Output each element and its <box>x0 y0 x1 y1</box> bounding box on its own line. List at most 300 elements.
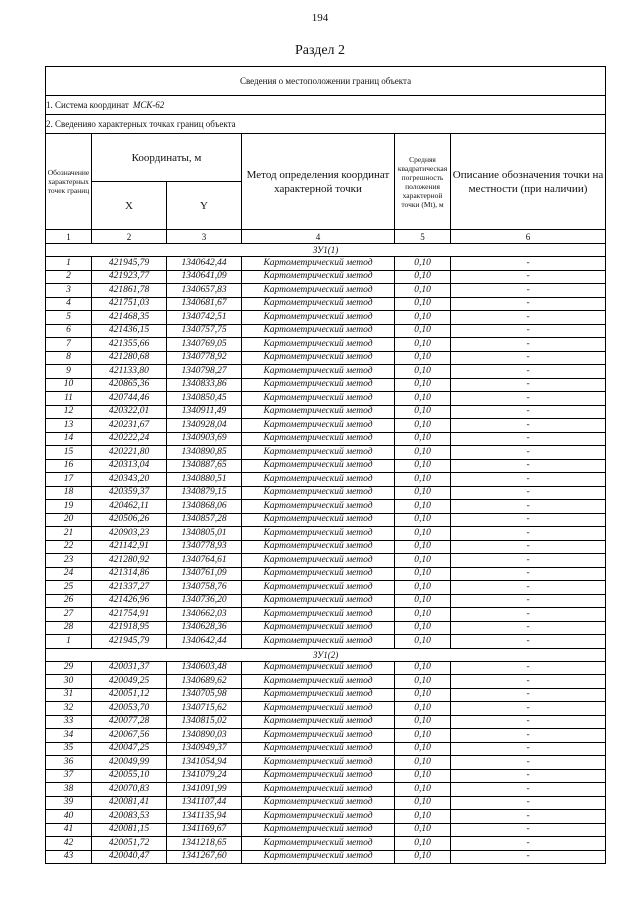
table-row <box>46 702 606 716</box>
accuracy-cell: 0,10 <box>395 742 451 756</box>
point-name-cell: 10 <box>46 378 92 392</box>
x-cell: 421861,78 <box>92 284 167 298</box>
group-name: ЗУ1(2) <box>46 648 606 661</box>
method-cell: Картометрический метод <box>242 257 395 271</box>
point-name-cell: 15 <box>46 446 92 460</box>
method-cell: Картометрический метод <box>242 459 395 473</box>
page-number: 194 <box>311 12 329 24</box>
x-cell: 421754,91 <box>92 608 167 622</box>
y-cell: 1340681,67 <box>167 297 242 311</box>
description-cell: - <box>451 378 606 392</box>
coord-system-label: 1. Система координат <box>46 100 129 110</box>
accuracy-cell: 0,10 <box>395 635 451 649</box>
method-cell: Картометрический метод <box>242 554 395 568</box>
y-cell: 1340890,03 <box>167 729 242 743</box>
method-cell: Картометрический метод <box>242 270 395 284</box>
accuracy-cell: 0,10 <box>395 338 451 352</box>
accuracy-cell: 0,10 <box>395 621 451 635</box>
point-name-cell: 16 <box>46 459 92 473</box>
x-cell: 421751,03 <box>92 297 167 311</box>
x-cell: 421468,35 <box>92 311 167 325</box>
column-number: 2 <box>92 230 167 244</box>
y-cell: 1340815,02 <box>167 715 242 729</box>
x-cell: 420506,26 <box>92 513 167 527</box>
table-row <box>46 796 606 810</box>
x-cell: 421945,79 <box>92 257 167 271</box>
point-name-cell: 38 <box>46 783 92 797</box>
header-method: Метод определения координат характерной точки <box>242 134 395 230</box>
description-cell: - <box>451 297 606 311</box>
method-cell: Картометрический метод <box>242 324 395 338</box>
point-name-cell: 36 <box>46 756 92 770</box>
point-name-cell: 27 <box>46 608 92 622</box>
table-row <box>46 311 606 325</box>
x-cell: 420313,04 <box>92 459 167 473</box>
accuracy-cell: 0,10 <box>395 311 451 325</box>
accuracy-cell: 0,10 <box>395 769 451 783</box>
y-cell: 1341091,99 <box>167 783 242 797</box>
header-x: X <box>92 182 167 230</box>
x-cell: 421280,68 <box>92 351 167 365</box>
method-cell: Картометрический метод <box>242 486 395 500</box>
y-cell: 1340642,44 <box>167 635 242 649</box>
description-cell: - <box>451 338 606 352</box>
x-cell: 420221,80 <box>92 446 167 460</box>
point-name-cell: 13 <box>46 419 92 433</box>
point-name-cell: 39 <box>46 796 92 810</box>
method-cell: Картометрический метод <box>242 729 395 743</box>
point-name-cell: 32 <box>46 702 92 716</box>
y-cell: 1341079,24 <box>167 769 242 783</box>
description-cell: - <box>451 635 606 649</box>
point-name-cell: 19 <box>46 500 92 514</box>
x-cell: 420903,23 <box>92 527 167 541</box>
point-name-cell: 26 <box>46 594 92 608</box>
description-cell: - <box>451 729 606 743</box>
y-cell: 1341218,65 <box>167 837 242 851</box>
x-cell: 420077,28 <box>92 715 167 729</box>
x-cell: 420067,56 <box>92 729 167 743</box>
description-cell: - <box>451 608 606 622</box>
accuracy-cell: 0,10 <box>395 594 451 608</box>
accuracy-cell: 0,10 <box>395 284 451 298</box>
y-cell: 1340778,92 <box>167 351 242 365</box>
x-cell: 420053,70 <box>92 702 167 716</box>
accuracy-cell: 0,10 <box>395 783 451 797</box>
accuracy-cell: 0,10 <box>395 459 451 473</box>
method-cell: Картометрический метод <box>242 419 395 433</box>
accuracy-cell: 0,10 <box>395 675 451 689</box>
group-row <box>46 244 606 257</box>
table-row <box>46 486 606 500</box>
description-cell: - <box>451 324 606 338</box>
column-number: 1 <box>46 230 92 244</box>
description-cell: - <box>451 661 606 675</box>
point-name-cell: 34 <box>46 729 92 743</box>
description-cell: - <box>451 715 606 729</box>
method-cell: Картометрический метод <box>242 715 395 729</box>
table-row <box>46 823 606 837</box>
y-cell: 1340857,28 <box>167 513 242 527</box>
accuracy-cell: 0,10 <box>395 715 451 729</box>
accuracy-cell: 0,10 <box>395 270 451 284</box>
description-cell: - <box>451 702 606 716</box>
accuracy-cell: 0,10 <box>395 527 451 541</box>
description-cell: - <box>451 675 606 689</box>
description-cell: - <box>451 486 606 500</box>
y-cell: 1340949,37 <box>167 742 242 756</box>
description-cell: - <box>451 769 606 783</box>
table-row <box>46 446 606 460</box>
accuracy-cell: 0,10 <box>395 257 451 271</box>
y-cell: 1340890,85 <box>167 446 242 460</box>
x-cell: 421355,66 <box>92 338 167 352</box>
method-cell: Картометрический метод <box>242 702 395 716</box>
description-cell: - <box>451 810 606 824</box>
accuracy-cell: 0,10 <box>395 608 451 622</box>
point-name-cell: 35 <box>46 742 92 756</box>
description-cell: - <box>451 513 606 527</box>
header-accuracy: Средняя квадратическая погрешность положения характерной точки (Mt), м <box>395 134 451 230</box>
description-cell: - <box>451 783 606 797</box>
method-cell: Картометрический метод <box>242 432 395 446</box>
y-cell: 1341107,44 <box>167 796 242 810</box>
point-name-cell: 18 <box>46 486 92 500</box>
accuracy-cell: 0,10 <box>395 702 451 716</box>
description-cell: - <box>451 850 606 864</box>
accuracy-cell: 0,10 <box>395 837 451 851</box>
x-cell: 420047,25 <box>92 742 167 756</box>
table-row <box>46 742 606 756</box>
description-cell: - <box>451 432 606 446</box>
accuracy-cell: 0,10 <box>395 432 451 446</box>
method-cell: Картометрический метод <box>242 635 395 649</box>
method-cell: Картометрический метод <box>242 661 395 675</box>
table-row <box>46 850 606 864</box>
method-cell: Картометрический метод <box>242 527 395 541</box>
point-name-cell: 42 <box>46 837 92 851</box>
point-name-cell: 14 <box>46 432 92 446</box>
description-cell: - <box>451 540 606 554</box>
method-cell: Картометрический метод <box>242 500 395 514</box>
method-cell: Картометрический метод <box>242 769 395 783</box>
x-cell: 420744,46 <box>92 392 167 406</box>
method-cell: Картометрический метод <box>242 446 395 460</box>
x-cell: 420081,15 <box>92 823 167 837</box>
y-cell: 1340903,69 <box>167 432 242 446</box>
x-cell: 420343,20 <box>92 473 167 487</box>
table-row <box>46 540 606 554</box>
description-cell: - <box>451 688 606 702</box>
method-cell: Картометрический метод <box>242 365 395 379</box>
x-cell: 420359,37 <box>92 486 167 500</box>
coord-system-row <box>46 96 606 115</box>
point-name-cell: 24 <box>46 567 92 581</box>
description-cell: - <box>451 837 606 851</box>
y-cell: 1340742,51 <box>167 311 242 325</box>
method-cell: Картометрический метод <box>242 810 395 824</box>
method-cell: Картометрический метод <box>242 675 395 689</box>
table-row <box>46 419 606 433</box>
point-name-cell: 20 <box>46 513 92 527</box>
x-cell: 421918,95 <box>92 621 167 635</box>
x-cell: 420051,72 <box>92 837 167 851</box>
y-cell: 1340641,09 <box>167 270 242 284</box>
point-name-cell: 5 <box>46 311 92 325</box>
table-row <box>46 715 606 729</box>
y-cell: 1340911,49 <box>167 405 242 419</box>
header-y: Y <box>167 182 242 230</box>
x-cell: 420462,11 <box>92 500 167 514</box>
y-cell: 1340769,05 <box>167 338 242 352</box>
method-cell: Картометрический метод <box>242 837 395 851</box>
column-number: 4 <box>242 230 395 244</box>
table-row <box>46 729 606 743</box>
x-cell: 421337,27 <box>92 581 167 595</box>
description-cell: - <box>451 459 606 473</box>
y-cell: 1340758,76 <box>167 581 242 595</box>
point-name-cell: 40 <box>46 810 92 824</box>
table-row <box>46 783 606 797</box>
y-cell: 1340657,83 <box>167 284 242 298</box>
y-cell: 1341135,94 <box>167 810 242 824</box>
table-title: Сведения о местоположении границ объекта <box>46 67 606 96</box>
y-cell: 1340662,03 <box>167 608 242 622</box>
accuracy-cell: 0,10 <box>395 392 451 406</box>
point-name-cell: 6 <box>46 324 92 338</box>
point-name-cell: 17 <box>46 473 92 487</box>
description-cell: - <box>451 392 606 406</box>
table-row <box>46 392 606 406</box>
accuracy-cell: 0,10 <box>395 823 451 837</box>
table-row <box>46 500 606 514</box>
point-name-cell: 28 <box>46 621 92 635</box>
table-row <box>46 473 606 487</box>
description-cell: - <box>451 621 606 635</box>
description-cell: - <box>451 823 606 837</box>
method-cell: Картометрический метод <box>242 594 395 608</box>
method-cell: Картометрический метод <box>242 621 395 635</box>
point-name-cell: 23 <box>46 554 92 568</box>
x-cell: 421436,15 <box>92 324 167 338</box>
table-row <box>46 297 606 311</box>
method-cell: Картометрический метод <box>242 311 395 325</box>
column-number: 5 <box>395 230 451 244</box>
y-cell: 1340928,04 <box>167 419 242 433</box>
method-cell: Картометрический метод <box>242 688 395 702</box>
table-row <box>46 675 606 689</box>
y-cell: 1340628,36 <box>167 621 242 635</box>
x-cell: 420222,24 <box>92 432 167 446</box>
table-row <box>46 688 606 702</box>
point-name-cell: 22 <box>46 540 92 554</box>
point-name-cell: 1 <box>46 635 92 649</box>
boundary-table <box>45 66 606 864</box>
table-row <box>46 837 606 851</box>
y-cell: 1341169,67 <box>167 823 242 837</box>
accuracy-cell: 0,10 <box>395 486 451 500</box>
description-cell: - <box>451 311 606 325</box>
point-name-cell: 11 <box>46 392 92 406</box>
accuracy-cell: 0,10 <box>395 473 451 487</box>
description-cell: - <box>451 473 606 487</box>
header-point-name: Обозначение характерных точек границ <box>46 134 92 230</box>
table-row <box>46 769 606 783</box>
method-cell: Картометрический метод <box>242 297 395 311</box>
table-row <box>46 459 606 473</box>
column-number: 3 <box>167 230 242 244</box>
point-name-cell: 33 <box>46 715 92 729</box>
method-cell: Картометрический метод <box>242 796 395 810</box>
accuracy-cell: 0,10 <box>395 513 451 527</box>
accuracy-cell: 0,10 <box>395 756 451 770</box>
accuracy-cell: 0,10 <box>395 581 451 595</box>
y-cell: 1340879,15 <box>167 486 242 500</box>
table-row <box>46 284 606 298</box>
description-cell: - <box>451 567 606 581</box>
description-cell: - <box>451 756 606 770</box>
y-cell: 1340715,62 <box>167 702 242 716</box>
method-cell: Картометрический метод <box>242 378 395 392</box>
point-name-cell: 25 <box>46 581 92 595</box>
accuracy-cell: 0,10 <box>395 661 451 675</box>
accuracy-cell: 0,10 <box>395 729 451 743</box>
accuracy-cell: 0,10 <box>395 446 451 460</box>
description-cell: - <box>451 594 606 608</box>
accuracy-cell: 0,10 <box>395 540 451 554</box>
coord-system-value: МСК-62 <box>132 100 165 110</box>
y-cell: 1340603,48 <box>167 661 242 675</box>
x-cell: 421426,96 <box>92 594 167 608</box>
description-cell: - <box>451 270 606 284</box>
column-number: 6 <box>451 230 606 244</box>
method-cell: Картометрический метод <box>242 567 395 581</box>
points-label: 2. Сведенияо характерных точках границ объекта <box>46 115 606 134</box>
x-cell: 421133,80 <box>92 365 167 379</box>
table-row <box>46 621 606 635</box>
description-cell: - <box>451 527 606 541</box>
description-cell: - <box>451 500 606 514</box>
table-row <box>46 756 606 770</box>
y-cell: 1340761,09 <box>167 567 242 581</box>
method-cell: Картометрический метод <box>242 756 395 770</box>
accuracy-cell: 0,10 <box>395 810 451 824</box>
method-cell: Картометрический метод <box>242 392 395 406</box>
header-description: Описание обозначения точки на местности (при наличии) <box>451 134 606 230</box>
accuracy-cell: 0,10 <box>395 419 451 433</box>
accuracy-cell: 0,10 <box>395 796 451 810</box>
x-cell: 421280,92 <box>92 554 167 568</box>
y-cell: 1340833,86 <box>167 378 242 392</box>
description-cell: - <box>451 419 606 433</box>
table-row <box>46 338 606 352</box>
x-cell: 420049,99 <box>92 756 167 770</box>
description-cell: - <box>451 405 606 419</box>
point-name-cell: 43 <box>46 850 92 864</box>
accuracy-cell: 0,10 <box>395 324 451 338</box>
point-name-cell: 41 <box>46 823 92 837</box>
y-cell: 1340805,01 <box>167 527 242 541</box>
y-cell: 1340736,20 <box>167 594 242 608</box>
section-title: Раздел 2 <box>294 43 346 58</box>
y-cell: 1340764,61 <box>167 554 242 568</box>
y-cell: 1340778,93 <box>167 540 242 554</box>
x-cell: 420865,36 <box>92 378 167 392</box>
point-name-cell: 31 <box>46 688 92 702</box>
table-row <box>46 567 606 581</box>
description-cell: - <box>451 351 606 365</box>
method-cell: Картометрический метод <box>242 783 395 797</box>
method-cell: Картометрический метод <box>242 850 395 864</box>
point-name-cell: 12 <box>46 405 92 419</box>
y-cell: 1340868,06 <box>167 500 242 514</box>
accuracy-cell: 0,10 <box>395 351 451 365</box>
point-name-cell: 2 <box>46 270 92 284</box>
description-cell: - <box>451 257 606 271</box>
description-cell: - <box>451 365 606 379</box>
x-cell: 421314,86 <box>92 567 167 581</box>
table-row <box>46 554 606 568</box>
method-cell: Картометрический метод <box>242 284 395 298</box>
header-coordinates: Координаты, м <box>92 134 242 182</box>
accuracy-cell: 0,10 <box>395 378 451 392</box>
table-row <box>46 365 606 379</box>
x-cell: 421945,79 <box>92 635 167 649</box>
x-cell: 420322,01 <box>92 405 167 419</box>
table-row <box>46 257 606 271</box>
table-row <box>46 635 606 649</box>
point-name-cell: 1 <box>46 257 92 271</box>
accuracy-cell: 0,10 <box>395 688 451 702</box>
group-row <box>46 648 606 661</box>
point-name-cell: 9 <box>46 365 92 379</box>
y-cell: 1340887,65 <box>167 459 242 473</box>
table-row <box>46 513 606 527</box>
table-row <box>46 405 606 419</box>
table-row <box>46 594 606 608</box>
y-cell: 1340642,44 <box>167 257 242 271</box>
point-name-cell: 21 <box>46 527 92 541</box>
y-cell: 1341267,60 <box>167 850 242 864</box>
x-cell: 421923,77 <box>92 270 167 284</box>
description-cell: - <box>451 284 606 298</box>
table-row <box>46 270 606 284</box>
y-cell: 1340705,98 <box>167 688 242 702</box>
x-cell: 420049,25 <box>92 675 167 689</box>
table-row <box>46 432 606 446</box>
method-cell: Картометрический метод <box>242 608 395 622</box>
accuracy-cell: 0,10 <box>395 297 451 311</box>
accuracy-cell: 0,10 <box>395 405 451 419</box>
accuracy-cell: 0,10 <box>395 500 451 514</box>
point-name-cell: 8 <box>46 351 92 365</box>
point-name-cell: 3 <box>46 284 92 298</box>
description-cell: - <box>451 742 606 756</box>
accuracy-cell: 0,10 <box>395 554 451 568</box>
method-cell: Картометрический метод <box>242 742 395 756</box>
table-row <box>46 661 606 675</box>
x-cell: 420231,67 <box>92 419 167 433</box>
point-name-cell: 37 <box>46 769 92 783</box>
accuracy-cell: 0,10 <box>395 365 451 379</box>
y-cell: 1340689,62 <box>167 675 242 689</box>
method-cell: Картометрический метод <box>242 351 395 365</box>
description-cell: - <box>451 554 606 568</box>
y-cell: 1341054,94 <box>167 756 242 770</box>
group-name: ЗУ1(1) <box>46 244 606 257</box>
point-name-cell: 30 <box>46 675 92 689</box>
x-cell: 420055,10 <box>92 769 167 783</box>
